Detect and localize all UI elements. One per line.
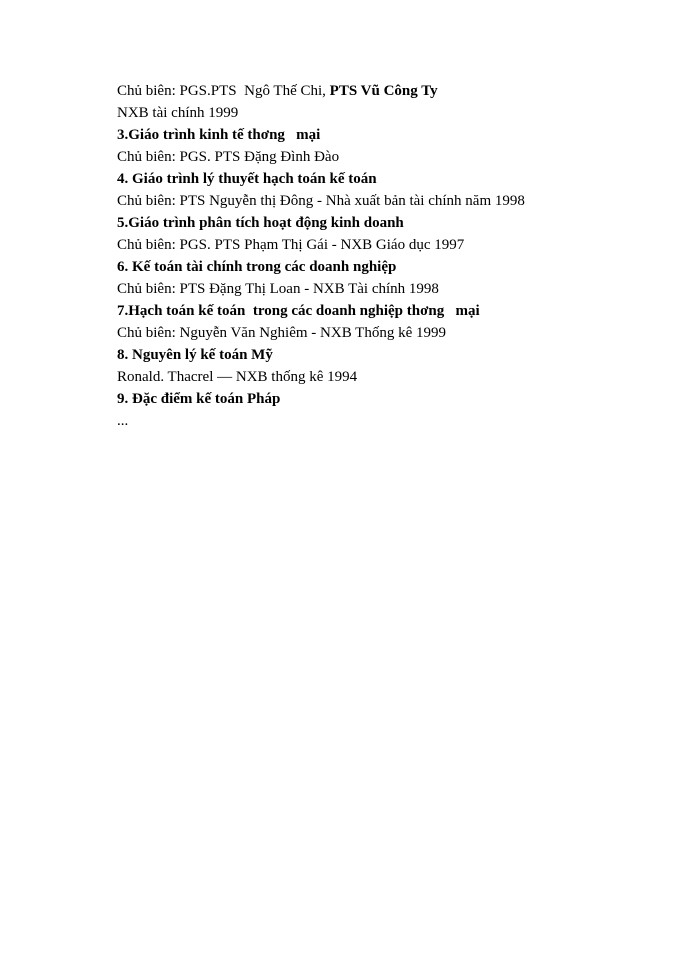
reference-title: 9. Đặc điểm kế toán Pháp bbox=[117, 391, 281, 407]
reference-line-editors: Chủ biên: Nguyễn Văn Nghiêm - NXB Thống kê 1999 bbox=[117, 325, 446, 341]
reference-title: 5.Giáo trình phân tích hoạt động kinh doanh bbox=[117, 215, 404, 231]
reference-line-editors bbox=[117, 80, 677, 102]
reference-list bbox=[117, 80, 677, 432]
reference-title: 8. Nguyên lý kế toán Mỹ bbox=[117, 347, 273, 363]
reference-line-publisher: NXB tài chính 1999 bbox=[117, 105, 239, 121]
reference-title: 4. Giáo trình lý thuyết hạch toán kế toán bbox=[117, 171, 377, 187]
editor-names: Chủ biên: PGS.PTS Ngô Thế Chi, bbox=[117, 83, 330, 99]
reference-title: 3.Giáo trình kinh tế thơng mại bbox=[117, 127, 321, 143]
reference-line-editors: Chủ biên: PTS Đặng Thị Loan - NXB Tài chính 1998 bbox=[117, 281, 439, 297]
reference-line-editors: Chủ biên: PGS. PTS Đặng Đình Đào bbox=[117, 149, 340, 165]
editor-name-bold: PTS Vũ Công Ty bbox=[329, 83, 438, 99]
reference-line-editors: Chủ biên: PTS Nguyễn thị Đông - Nhà xuất bản tài chính năm 1998 bbox=[117, 193, 525, 209]
reference-title: 6. Kế toán tài chính trong các doanh nghiệp bbox=[117, 259, 397, 275]
reference-title: 7.Hạch toán kế toán trong các doanh nghiệp thơng mại bbox=[117, 303, 480, 319]
reference-line-editors: Chủ biên: PGS. PTS Phạm Thị Gái - NXB Giáo dục 1997 bbox=[117, 237, 465, 253]
ellipsis-continuation: ... bbox=[117, 413, 129, 429]
reference-line-author: Ronald. Thacrel — NXB thống kê 1994 bbox=[117, 369, 358, 385]
